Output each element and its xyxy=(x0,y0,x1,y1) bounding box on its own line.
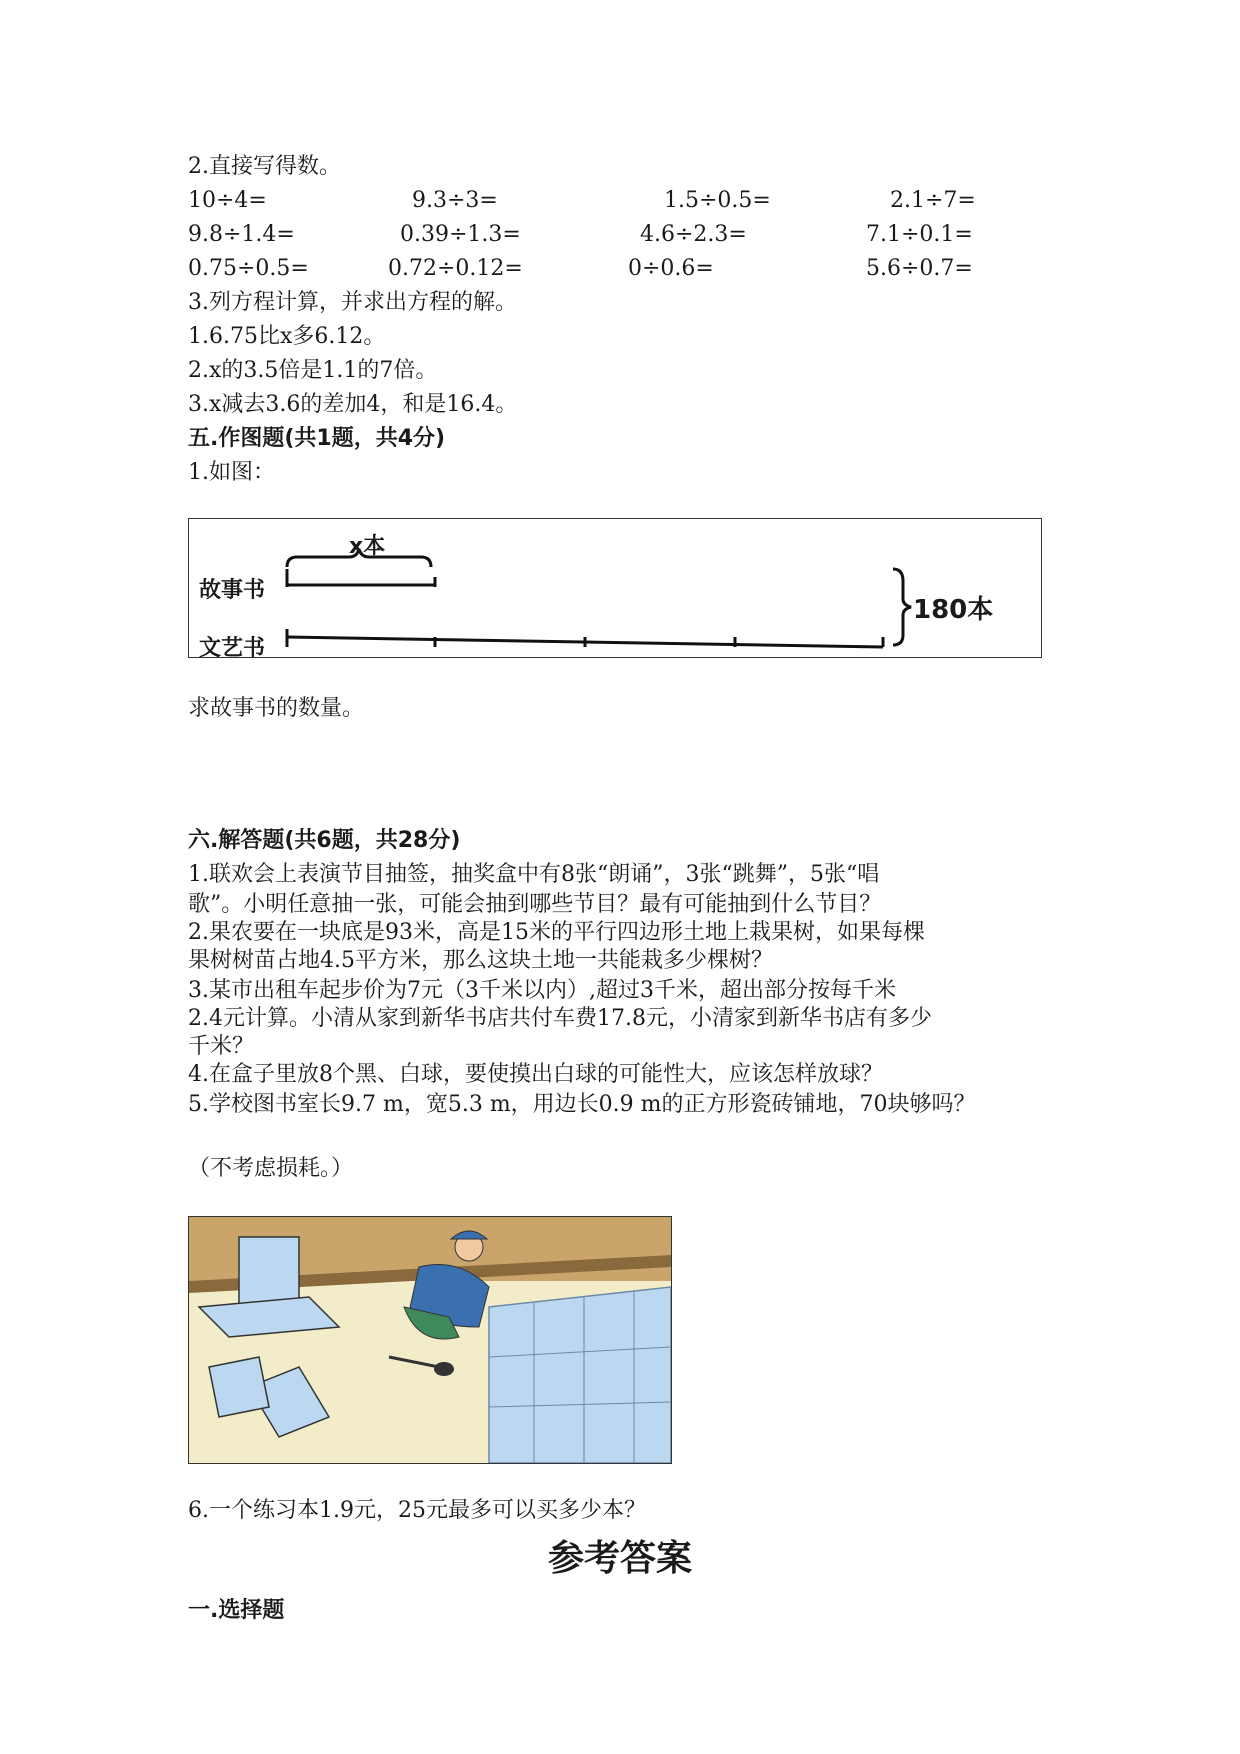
problem-note: （不考虑损耗。） xyxy=(188,1156,354,1181)
part-6-q6: 6.一个练习本1.9元，25元最多可以买多少本？ xyxy=(188,1498,646,1523)
problem-line: 5.学校图书室长9.7 m，宽5.3 m，用边长0.9 m的正方形瓷砖铺地，70块够吗？ xyxy=(188,1092,976,1117)
calc-item: 1.5÷0.5= xyxy=(664,188,771,213)
problem-line: 3.某市出租车起步价为7元（3千米以内）,超过3千米，超出部分按每千米 xyxy=(188,978,896,1003)
calc-item: 4.6÷2.3= xyxy=(640,222,747,247)
part-6-heading: 六.解答题(共6题，共28分) xyxy=(188,828,461,853)
equation-item: 3.x减去3.6的差加4，和是16.4。 xyxy=(188,392,518,417)
calc-item: 2.1÷7= xyxy=(890,188,976,213)
total-label: 180本 xyxy=(913,595,994,625)
story-book-label: 故事书 xyxy=(199,578,266,603)
section-2-heading: 2.直接写得数。 xyxy=(188,154,341,179)
segment-diagram-svg xyxy=(189,519,1041,657)
problem-line: 歌”。小明任意抽一张，可能会抽到哪些节目？最有可能抽到什么节目？ xyxy=(188,892,882,917)
equation-item: 2.x的3.5倍是1.1的7倍。 xyxy=(188,358,438,383)
total-brace xyxy=(893,569,911,645)
art-book-label: 文艺书 xyxy=(199,636,266,661)
part-5-q1: 1.如图： xyxy=(188,460,275,485)
loose-tile xyxy=(209,1357,269,1417)
calc-item: 10÷4= xyxy=(188,188,267,213)
calc-item: 0÷0.6= xyxy=(628,256,714,281)
calc-item: 9.3÷3= xyxy=(412,188,498,213)
equation-item: 1.6.75比x多6.12。 xyxy=(188,324,386,349)
laid-tiles xyxy=(489,1287,671,1463)
calc-item: 9.8÷1.4= xyxy=(188,222,295,247)
tiling-illustration xyxy=(188,1216,672,1464)
answer-title: 参考答案 xyxy=(547,1538,692,1579)
section-3-heading: 3.列方程计算，并求出方程的解。 xyxy=(188,290,517,315)
calc-item: 7.1÷0.1= xyxy=(866,222,973,247)
problem-line: 千米？ xyxy=(188,1034,255,1059)
calc-item: 0.72÷0.12= xyxy=(388,256,523,281)
calc-item: 0.39÷1.3= xyxy=(400,222,521,247)
x-label: x本 xyxy=(349,534,386,559)
problem-line: 4.在盒子里放8个黑、白球，要使摸出白球的可能性大，应该怎样放球？ xyxy=(188,1062,883,1087)
calc-item: 0.75÷0.5= xyxy=(188,256,309,281)
calc-item: 5.6÷0.7= xyxy=(866,256,973,281)
problem-line: 果树树苗占地4.5平方米，那么这块土地一共能栽多少棵树？ xyxy=(188,948,773,973)
problem-line: 1.联欢会上表演节目抽签，抽奖盒中有8张“朗诵”，3张“跳舞”，5张“唱 xyxy=(188,862,880,887)
answer-section-1: 一.选择题 xyxy=(188,1598,285,1623)
tiling-illustration-svg xyxy=(189,1217,671,1463)
problem-line: 2.果农要在一块底是93米，高是15米的平行四边形土地上栽果树，如果每棵 xyxy=(188,920,925,945)
hammer-head xyxy=(434,1362,454,1376)
part-5-question: 求故事书的数量。 xyxy=(188,696,365,721)
segment-diagram xyxy=(188,518,1042,661)
problem-line: 2.4元计算。小清从家到新华书店共付车费17.8元，小清家到新华书店有多少 xyxy=(188,1006,932,1031)
part-5-heading: 五.作图题(共1题，共4分) xyxy=(188,426,446,451)
